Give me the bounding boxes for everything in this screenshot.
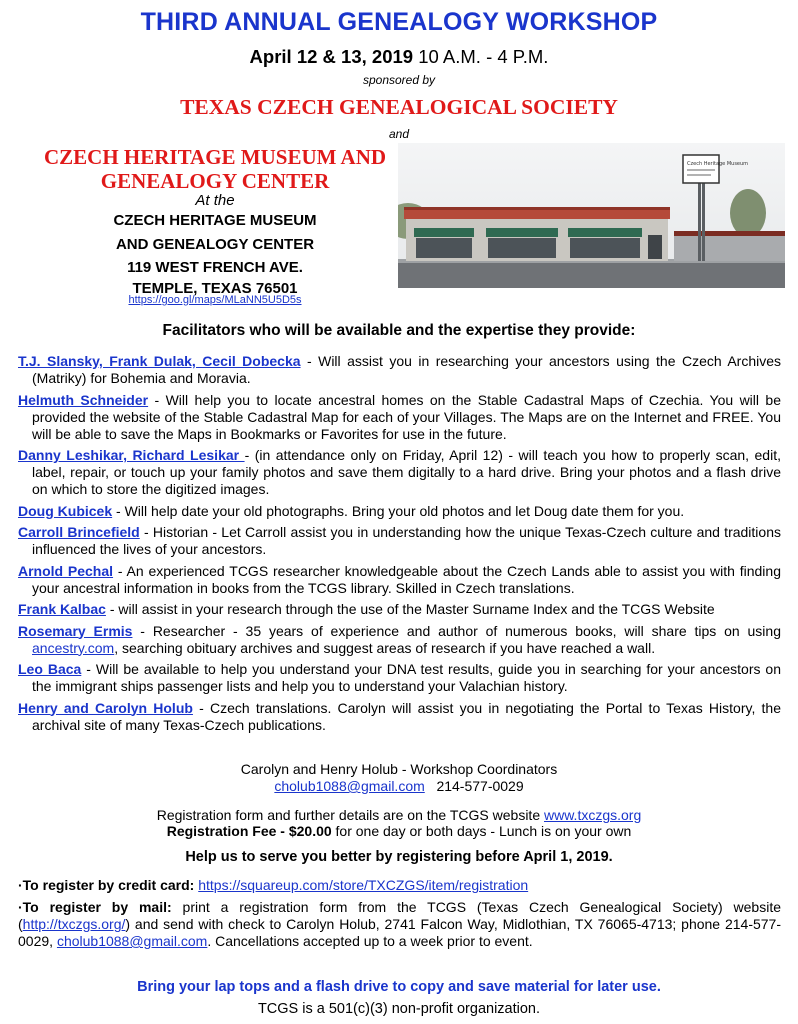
- register-early-notice: Help us to serve you better by registering before April 1, 2019.: [185, 849, 613, 865]
- facilitator-desc: - Will assist you in researching your ancestors using the Czech Archives (Matriky) for Bohemia and Moravia.: [32, 353, 781, 386]
- facilitator-entry: [18, 563, 781, 597]
- fee-label: Registration Fee - $20.00: [166, 823, 332, 839]
- workshop-dates: [0, 46, 798, 68]
- facilitator-desc: - Will help date your old photographs. Bring your old photos and let Doug date them for you.: [112, 502, 685, 519]
- museum-photo: [398, 143, 785, 288]
- facilitators-list: [18, 353, 781, 738]
- mail-registration: [18, 899, 781, 950]
- facilitator-desc: - Researcher - 35 years of experience and author of numerous books, will share tips on using: [132, 622, 781, 639]
- mail-text-2: ) and send with check to Carolyn Holub, 2741 Falcon Way, Midlothian, TX 76065-4713; phone 214-577-0029,: [18, 916, 781, 949]
- sponsored-by-label: sponsored by: [362, 73, 436, 87]
- facilitator-name[interactable]: T.J. Slansky, Frank Dulak, Cecil Dobecka: [18, 353, 301, 369]
- mail-email-link[interactable]: cholub1088@gmail.com: [56, 933, 208, 949]
- facilitator-entry: [18, 392, 781, 443]
- facilitator-desc-cont: , searching obituary archives and suggest areas of research if you have reached a wall.: [114, 639, 656, 656]
- facilitator-entry: [18, 700, 781, 734]
- registration-fee: [0, 823, 798, 839]
- facilitator-desc: - Czech translations. Carolyn will assist you in negotiating the Portal to Texas History, the archival site of many Texas-Czech publications.: [32, 699, 781, 733]
- facilitator-desc: - Will be available to help you understand your DNA test results, guide you in searching for your ancestors on the immigrant ships passenger lists and help you to understand your Valachian history.: [32, 661, 781, 694]
- at-the-label: At the: [195, 192, 235, 209]
- facilitator-name[interactable]: Rosemary Ermis: [18, 622, 133, 639]
- facilitator-desc: - Will help you to locate ancestral homes on the Stable Cadastral Maps of Czechia. You will be provided the website of the Stable Cadastral Map for each of your Villages. The Maps are on the Internet and FREE. You will be able to save the Maps in Bookmarks or Favorites for use in the future.: [32, 391, 781, 442]
- registration-info-text: Registration form and further details are on the TCGS website: [156, 807, 544, 823]
- sign-text: Czech Heritage Museum: [687, 161, 749, 167]
- credit-card-link[interactable]: https://squareup.com/store/TXCZGS/item/registration: [198, 877, 529, 893]
- credit-card-label: ·To register by credit card:: [18, 877, 195, 893]
- mail-text-3: . Cancellations accepted up to a week prior to event.: [207, 933, 533, 949]
- coordinator-phone: 214-577-0029: [436, 778, 524, 794]
- coordinator-email-link[interactable]: cholub1088@gmail.com: [274, 778, 425, 794]
- ancestry-link[interactable]: ancestry.com: [32, 639, 115, 656]
- facilitator-desc: - will assist in your research through the use of the Master Surname Index and the TCGS Website: [105, 601, 715, 617]
- coordinators-contact: [0, 778, 798, 794]
- coordinators-line: Carolyn and Henry Holub - Workshop Coordinators: [240, 761, 558, 777]
- sponsor-tcgs: TEXAS CZECH GENEALOGICAL SOCIETY: [180, 95, 618, 119]
- facilitator-entry: [18, 661, 781, 695]
- credit-card-line: [18, 877, 528, 893]
- facilitator-name[interactable]: Arnold Pechal: [18, 562, 114, 579]
- facilitator-name[interactable]: Helmuth Schneider: [18, 391, 149, 408]
- facilitator-name[interactable]: Henry and Carolyn Holub: [18, 699, 193, 716]
- time-text: 10 A.M. - 4 P.M.: [418, 46, 549, 67]
- facilitator-name[interactable]: Frank Kalbac: [18, 601, 106, 617]
- laptops-notice: Bring your lap tops and a flash drive to copy and save material for later use.: [137, 979, 661, 995]
- facilitators-heading: Facilitators who will be available and the expertise they provide:: [162, 322, 636, 339]
- and-label: and: [388, 127, 410, 141]
- page-title: THIRD ANNUAL GENEALOGY WORKSHOP: [140, 8, 658, 36]
- maps-link-wrap: [30, 294, 400, 306]
- website-link[interactable]: www.txczgs.org: [544, 807, 642, 823]
- maps-link[interactable]: https://goo.gl/maps/MLaNN5U5D5s: [128, 294, 302, 306]
- dates-text: April 12 & 13, 2019: [249, 46, 414, 67]
- registration-info: [0, 807, 798, 823]
- facilitator-entry: [18, 623, 781, 657]
- facilitator-entry: [18, 503, 781, 520]
- tcgs-site-link[interactable]: http://txczgs.org/: [22, 916, 126, 932]
- facilitator-desc: - An experienced TCGS researcher knowledgeable about the Czech Lands able to assist you with finding your ancestral information in books from the TCGS library. Skilled in Czech translations.: [32, 562, 781, 596]
- address-line-2: AND GENEALOGY CENTER: [115, 236, 315, 253]
- nonprofit-notice: TCGS is a 501(c)(3) non-profit organization.: [257, 1001, 541, 1017]
- address-line-1: CZECH HERITAGE MUSEUM: [113, 212, 317, 229]
- fee-rest: for one day or both days - Lunch is on your own: [331, 823, 632, 839]
- address-line-4: TEMPLE, TEXAS 76501: [132, 280, 298, 297]
- facilitator-name[interactable]: Doug Kubicek: [18, 502, 113, 519]
- facilitator-desc: - Historian - Let Carroll assist you in understanding how the unique Texas-Czech culture and traditions influenced the lives of your ancestors.: [32, 524, 781, 557]
- facilitator-entry: [18, 447, 781, 498]
- facilitator-name[interactable]: Danny Leshikar, Richard Lesikar: [18, 447, 245, 463]
- mail-text: print a registration form from the TCGS (Texas Czech Genealogical Society) website (: [18, 899, 781, 932]
- facilitator-entry: [18, 601, 781, 618]
- address-line-3: 119 WEST FRENCH AVE.: [127, 259, 303, 276]
- facilitator-entry: [18, 353, 781, 387]
- facilitator-desc: - (in attendance only on Friday, April 12) - will teach you how to properly scan, edit, label, repair, or touch up your family photos and save them digitally to a hard drive. Bring your photos and a flash drive on which to store the digitized images.: [32, 447, 781, 497]
- facilitator-entry: [18, 524, 781, 558]
- sponsor-museum: CZECH HERITAGE MUSEUM AND GENEALOGY CENTER: [43, 145, 387, 193]
- facilitator-name[interactable]: Leo Baca: [18, 661, 82, 677]
- mail-label: ·To register by mail:: [18, 899, 172, 915]
- facilitator-name[interactable]: Carroll Brincefield: [18, 524, 140, 540]
